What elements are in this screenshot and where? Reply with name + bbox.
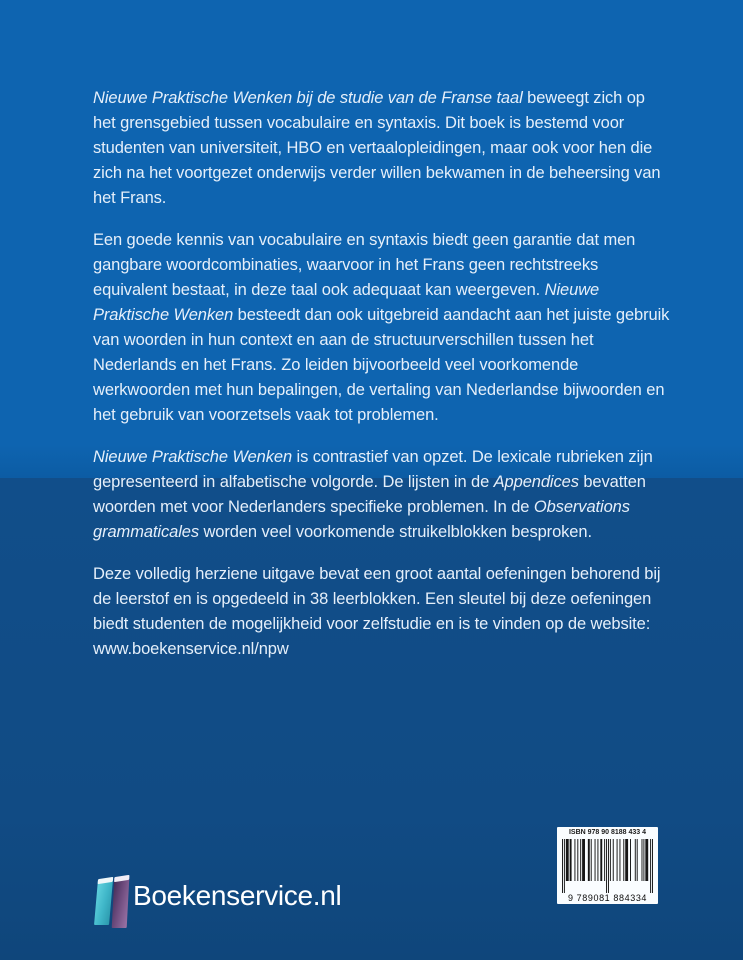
text-segment: Een goede kennis van vocabulaire en syntaxis biedt geen garantie dat men gangbare woordcombinaties, waarvoor in het Frans geen rechtstreeks equivalent bestaat, in deze taal ook adequaat kan weergeven.	[93, 231, 636, 299]
text-segment: beweegt zich op het grensgebied tussen vocabulaire en syntaxis. Dit boek is bestemd voor studenten van universiteit, HBO en vertaalopleidingen, maar ook voor hen die zich na het voortgezet onderwijs verder willen bekwamen in de beheersing van het Frans.	[93, 89, 661, 207]
isbn-barcode	[557, 827, 658, 904]
text-segment: bevatten woorden met voor Nederlanders specifieke problemen. In de	[93, 473, 646, 516]
books-icon	[95, 873, 132, 929]
paragraph-3	[93, 445, 671, 545]
text-segment: Nieuwe Praktische Wenken bij de studie van de Franse taal	[93, 89, 523, 107]
barcode-bars-icon	[562, 839, 653, 893]
paragraph-1	[93, 86, 671, 211]
text-segment: Nieuwe Praktische Wenken	[93, 281, 600, 324]
back-cover-text	[93, 86, 671, 679]
text-segment: worden veel voorkomende struikelblokken besproken.	[198, 523, 592, 541]
text-segment: Deze volledig herziene uitgave bevat een groot aantal oefeningen behorend bij de leerstof en is opgedeeld in 38 leerblokken. Een sleutel bij deze oefeningen biedt studenten de mogelijkheid voor zelfstudie en is te vinden op de website: www.boekenservice.nl/npw	[93, 565, 661, 658]
paragraph-2	[93, 228, 671, 428]
publisher-name: Boekenservice.nl	[133, 880, 342, 911]
text-segment: Observations grammaticales	[93, 498, 630, 541]
paragraph-4	[93, 562, 671, 662]
barcode-number: 9 789081 884334	[567, 893, 648, 903]
text-segment: besteedt dan ook uitgebreid aandacht aan het juiste gebruik van woorden in hun context en aan de structuurverschillen tussen het Nederlands en het Frans. Zo leiden bijvoorbeeld veel voorkomende werkwoorden met hun bepalingen, de vertaling van Nederlandse bijwoorden en het gebruik van voorzetsels vaak tot problemen.	[93, 306, 670, 424]
text-segment: is contrastief van opzet. De lexicale rubrieken zijn gepresenteerd in alfabetische volgorde. De lijsten in de	[93, 448, 653, 491]
isbn-label: ISBN 978 90 8188 433 4	[568, 829, 647, 836]
text-segment: Appendices	[493, 473, 579, 491]
text-segment: Nieuwe Praktische Wenken	[93, 448, 293, 466]
teal-book-spine-icon	[94, 880, 113, 925]
purple-book-spine-icon	[112, 878, 130, 928]
